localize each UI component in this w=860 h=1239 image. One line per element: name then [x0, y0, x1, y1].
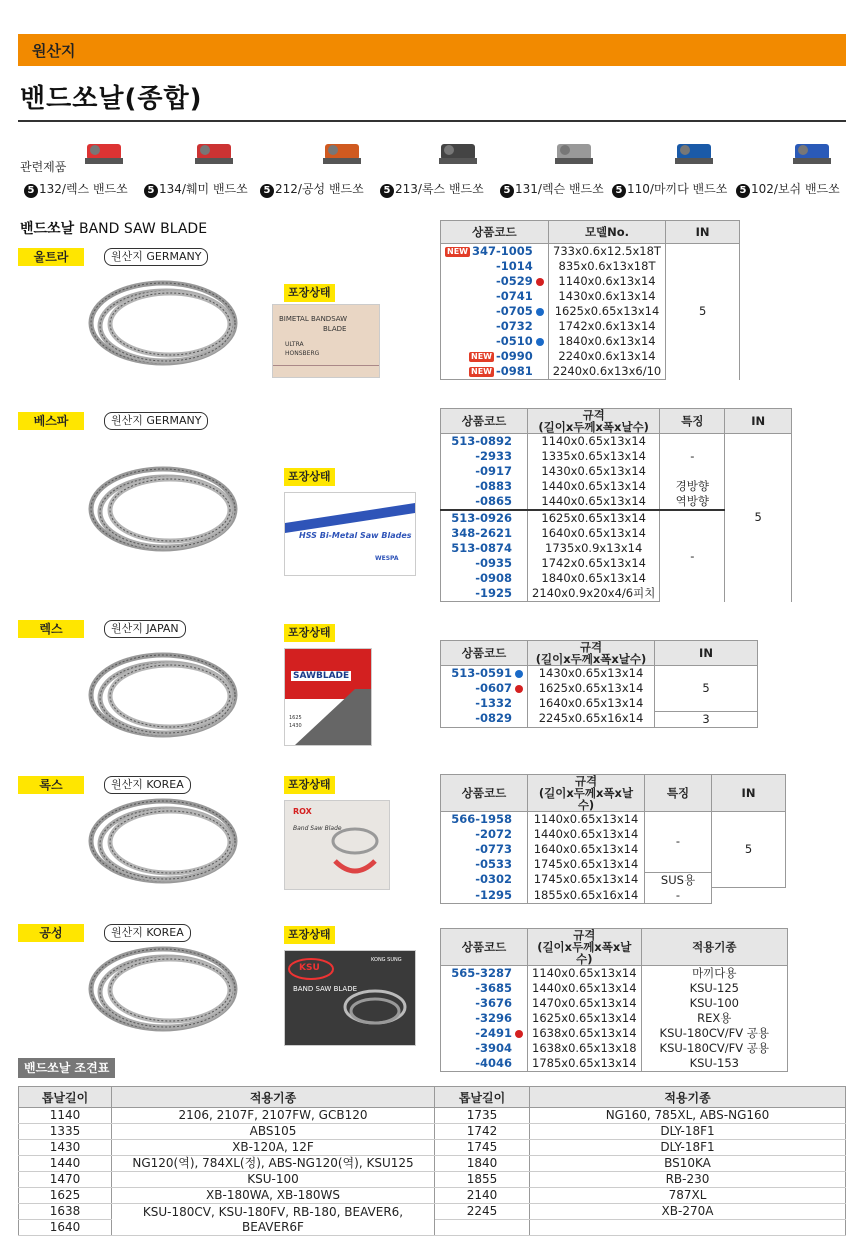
product-code-cell [441, 711, 528, 727]
product-code: -0935 [475, 556, 512, 570]
product-code: -1332 [475, 696, 512, 710]
category-bar [18, 34, 846, 66]
product-code: -2491 [475, 1026, 512, 1040]
product-code: -0705 [496, 304, 533, 318]
product-code: -1925 [475, 586, 512, 600]
table-row: 348-2621 1640x0.65x13x14 [441, 526, 792, 541]
pack-label-wespa: 포장상태 [284, 468, 335, 486]
blade-length: 1855 [435, 1172, 530, 1188]
applicable-model: XB-120A, 12F [112, 1140, 435, 1156]
applicable-model: KSU-180CV, KSU-180FV, RB-180, BEAVER6, BEAVER6F [112, 1204, 435, 1236]
blue-dot-icon [515, 670, 523, 678]
product-code: -0741 [496, 289, 533, 303]
product-code-cell [441, 857, 528, 872]
product-code-cell [441, 1041, 528, 1056]
table-row: NEW -0981 2240x0.6x13x6/10 [441, 364, 740, 380]
product-code: -0773 [475, 842, 512, 856]
catalog-number-icon: 5 [24, 184, 38, 198]
pack-image-kongsung: KSU BAND SAW BLADE KONG SUNG [284, 950, 416, 1046]
product-code-cell [441, 434, 528, 450]
table-row: -2491 1638x0.65x13x14 KSU-180CV/FV 공용 [441, 1026, 788, 1041]
in-quantity: 5 [725, 434, 792, 602]
product-code: -1295 [475, 887, 512, 902]
blade-length [435, 1220, 530, 1236]
table-row: -0607 1625x0.65x13x14 [441, 681, 758, 696]
product-code: -0865 [475, 494, 512, 508]
table-row: 513-0591 1430x0.65x13x14 5 [441, 666, 758, 682]
blade-length: 2140 [435, 1188, 530, 1204]
brand-wespa: 베스파 [18, 412, 84, 430]
blade-coil-rex [88, 650, 248, 746]
red-dot-icon [515, 1030, 523, 1038]
product-code: 513-0892 [451, 434, 512, 448]
table-row [19, 1204, 846, 1220]
table-rex [440, 640, 758, 728]
pack-label-ultra: 포장상태 [284, 284, 335, 302]
table-row: -1014 835x0.6x13x18T [441, 259, 740, 274]
blade-length: 1430 [19, 1140, 112, 1156]
product-code-cell [441, 304, 549, 319]
table-row: -0865 1440x0.65x13x14 역방향 [441, 494, 792, 510]
blade-length: 2245 [435, 1204, 530, 1220]
in-quantity: 5 [655, 666, 758, 712]
related-label: 관련제품 [20, 160, 67, 174]
applicable-model [530, 1220, 846, 1236]
related-product-icon [789, 130, 835, 168]
product-code-cell [441, 349, 549, 364]
product-code-cell [441, 827, 528, 842]
product-code: -3296 [475, 1011, 512, 1025]
related-product-icon [551, 130, 597, 168]
table-row: -0732 1742x0.6x13x14 [441, 319, 740, 334]
table-row: 513-0892 1140x0.65x13x14 - 5 [441, 434, 792, 450]
product-code: 348-2621 [451, 526, 512, 540]
related-product-icon [319, 130, 365, 168]
table-row: -1925 2140x0.9x20x4/6피치 [441, 586, 792, 602]
table-rox [440, 774, 786, 904]
applicable-model: KSU-180CV/FV 공용 [641, 1026, 787, 1041]
product-code: 566-1958 [451, 812, 512, 826]
conditions-label: 밴드쏘날 조견표 [18, 1058, 115, 1078]
pack-label-kongsung: 포장상태 [284, 926, 335, 944]
table-header: 상품코드 규격 (길이x두께x폭x날수) 특징 IN [441, 775, 786, 812]
table-row [19, 1156, 846, 1172]
pack-image-wespa: WESPA HSS Bi-Metal Saw Blades WESPA [284, 492, 416, 576]
related-product-icon [191, 130, 237, 168]
product-code: -0302 [475, 872, 512, 887]
table-kongsung [440, 928, 788, 1072]
table-row: NEW 347-1005 733x0.6x12.5x18T 5 [441, 244, 740, 260]
pack-image-rox: ROX Band Saw Blade [284, 800, 390, 890]
related-product-link[interactable]: 5 131/렉슨 밴드쏘 [500, 180, 604, 198]
related-product-link[interactable]: 5 134/훼미 밴드쏘 [144, 180, 248, 198]
product-code-cell [441, 541, 528, 556]
applicable-model: 2106, 2107F, 2107FW, GCB120 [112, 1108, 435, 1124]
table-row: 513-0874 1735x0.9x13x14 [441, 541, 792, 556]
related-product-link[interactable]: 5 213/록스 밴드쏘 [380, 180, 484, 198]
product-code-cell [441, 319, 549, 334]
category-label: 원산지 [32, 42, 76, 60]
blade-length: 1742 [435, 1124, 530, 1140]
table-header: 상품코드 규격 (길이x두께x폭x날수) 적용기종 [441, 929, 788, 966]
table-row: 566-1958 1140x0.65x13x14 - 5 [441, 812, 786, 828]
origin-rox: 원산지 KOREA [104, 776, 191, 794]
product-code-cell [441, 289, 549, 304]
applicable-model: BS10KA [530, 1156, 846, 1172]
pack-image-rex: SAWBLADE 1625 1430 [284, 648, 372, 746]
product-code: -0529 [496, 274, 533, 288]
product-code-cell [441, 966, 528, 982]
blade-length: 1470 [19, 1172, 112, 1188]
product-code: -0510 [496, 334, 533, 348]
product-code: -0883 [475, 479, 512, 493]
table-row: -3685 1440x0.65x13x14 KSU-125 [441, 981, 788, 996]
table-row: -0773 1640x0.65x13x14 [441, 842, 786, 857]
table-header: 상품코드 모델No. IN [441, 221, 740, 244]
in-quantity: 5 [666, 244, 740, 380]
table-row: -0705 1625x0.65x13x14 [441, 304, 740, 319]
product-code-cell [441, 494, 528, 510]
product-code: -0533 [475, 857, 512, 871]
product-code-cell [441, 696, 528, 711]
blade-length: 1638 [19, 1204, 112, 1220]
pack-label-rex: 포장상태 [284, 624, 335, 642]
product-code: 513-0591 [451, 666, 512, 680]
applicable-model: 787XL [530, 1188, 846, 1204]
table-row: -0883 1440x0.65x13x14 경방향 [441, 479, 792, 494]
applicable-model: RB-230 [530, 1172, 846, 1188]
product-code-cell [441, 888, 528, 904]
origin-wespa: 원산지 GERMANY [104, 412, 208, 430]
table-row: -0302 1745x0.65x13x14 SUS용 [441, 872, 786, 888]
product-code-cell [441, 464, 528, 479]
related-product-icon [81, 130, 127, 168]
product-code-cell [441, 812, 528, 828]
table-row: -0510 1840x0.6x13x14 [441, 334, 740, 349]
product-code-cell [441, 1056, 528, 1072]
new-badge: NEW [471, 351, 492, 361]
table-row: -0908 1840x0.65x13x14 [441, 571, 792, 586]
red-dot-icon [536, 278, 544, 286]
in-quantity: 3 [655, 711, 758, 727]
product-code-cell [441, 996, 528, 1011]
product-code-cell [441, 666, 528, 682]
catalog-number-icon: 5 [736, 184, 750, 198]
red-dot-icon [515, 685, 523, 693]
table-wespa [440, 408, 792, 602]
related-product-link[interactable]: 5 132/렉스 밴드쏘 [24, 180, 128, 198]
table-header: 톱날길이 적용기종 톱날길이 적용기종 [19, 1087, 846, 1108]
product-code-cell [441, 1011, 528, 1026]
product-code: -3685 [475, 981, 512, 995]
conditions-table [18, 1086, 846, 1236]
pack-label-rox: 포장상태 [284, 776, 335, 794]
table-row [19, 1108, 846, 1124]
applicable-model: REX용 [641, 1011, 787, 1026]
product-code: -3904 [475, 1041, 512, 1055]
table-header: 상품코드 규격 (길이x두께x폭x날수) 특징 IN [441, 409, 792, 434]
product-code-cell [441, 259, 549, 274]
table-row [19, 1140, 846, 1156]
product-code: -0981 [496, 364, 533, 378]
product-code-cell [441, 364, 549, 380]
blade-length: 1735 [435, 1108, 530, 1124]
table-row: -3676 1470x0.65x13x14 KSU-100 [441, 996, 788, 1011]
product-code-cell [441, 449, 528, 464]
in-quantity: 5 [712, 812, 786, 888]
table-row: -0741 1430x0.6x13x14 [441, 289, 740, 304]
table-row: -0829 2245x0.65x16x14 3 [441, 711, 758, 727]
table-ultra [440, 220, 740, 380]
brand-rex: 렉스 [18, 620, 84, 638]
applicable-model: KSU-100 [112, 1172, 435, 1188]
new-badge: NEW [471, 366, 492, 376]
brand-ultra: 울트라 [18, 248, 84, 266]
product-code: -0908 [475, 571, 512, 585]
applicable-model: ABS105 [112, 1124, 435, 1140]
blade-length: 1625 [19, 1188, 112, 1204]
catalog-number-icon: 5 [612, 184, 626, 198]
section-title-ko: 밴드쏘날 [20, 221, 75, 237]
product-code-cell [441, 981, 528, 996]
applicable-model: KSU-125 [641, 981, 787, 996]
product-code: -0990 [496, 349, 533, 363]
table-row: -0935 1742x0.65x13x14 [441, 556, 792, 571]
section-title-en: BAND SAW BLADE [78, 221, 208, 237]
table-row: -0529 1140x0.6x13x14 [441, 274, 740, 289]
page-title: 밴드쏘날(종합) [20, 84, 203, 114]
product-code: -0829 [475, 711, 512, 726]
product-code: 513-0926 [451, 511, 512, 525]
catalog-number-icon: 5 [500, 184, 514, 198]
product-code-cell [441, 510, 528, 526]
table-row: -2072 1440x0.65x13x14 [441, 827, 786, 842]
pack-image-ultra: BIMETAL BANDSAW BLADE ULTRA HONSBERG [272, 304, 380, 378]
table-row: -1295 1855x0.65x16x14 - [441, 888, 786, 904]
product-code: 513-0874 [451, 541, 512, 555]
table-row: -0917 1430x0.65x13x14 [441, 464, 792, 479]
blue-dot-icon [536, 308, 544, 316]
table-row [19, 1172, 846, 1188]
product-code-cell [441, 586, 528, 602]
related-product-link[interactable]: 5 102/보쉬 밴드쏘 [736, 180, 840, 198]
origin-kongsung: 원산지 KOREA [104, 924, 191, 942]
related-product-link[interactable]: 5 212/공성 밴드쏘 [260, 180, 364, 198]
brand-rox: 록스 [18, 776, 84, 794]
blade-coil-kongsung [88, 944, 248, 1042]
product-code-cell [441, 681, 528, 696]
table-row: -4046 1785x0.65x13x14 KSU-153 [441, 1056, 788, 1072]
blade-length: 1745 [435, 1140, 530, 1156]
product-code: -2933 [475, 449, 512, 463]
blade-coil-ultra [88, 278, 248, 370]
origin-rex: 원산지 JAPAN [104, 620, 186, 638]
product-code: 565-3287 [451, 966, 512, 980]
blade-length: 1440 [19, 1156, 112, 1172]
applicable-model: XB-180WA, XB-180WS [112, 1188, 435, 1204]
applicable-model: DLY-18F1 [530, 1140, 846, 1156]
applicable-model: NG160, 785XL, ABS-NG160 [530, 1108, 846, 1124]
catalog-number-icon: 5 [144, 184, 158, 198]
table-header: 상품코드 규격 (길이x두께x폭x날수) IN [441, 641, 758, 666]
product-code-cell [441, 556, 528, 571]
related-product-icon [671, 130, 717, 168]
table-row: -3296 1625x0.65x13x14 REX용 [441, 1011, 788, 1026]
table-row: NEW -0990 2240x0.6x13x14 [441, 349, 740, 364]
related-product-link[interactable]: 5 110/마끼다 밴드쏘 [612, 180, 727, 198]
table-row: -0533 1745x0.65x13x14 [441, 857, 786, 872]
applicable-model: KSU-100 [641, 996, 787, 1011]
table-row: -1332 1640x0.65x13x14 [441, 696, 758, 711]
product-code: -0607 [475, 681, 512, 695]
product-code: -1014 [496, 259, 533, 273]
applicable-model: XB-270A [530, 1204, 846, 1220]
product-code-cell [441, 244, 549, 260]
product-code-cell [441, 571, 528, 586]
catalog-number-icon: 5 [380, 184, 394, 198]
blade-coil-wespa [88, 464, 248, 562]
blade-coil-rox [88, 796, 248, 894]
origin-ultra: 원산지 GERMANY [104, 248, 208, 266]
title-divider [18, 120, 846, 122]
related-product-icon [435, 130, 481, 168]
new-badge: NEW [447, 246, 468, 256]
blue-dot-icon [536, 338, 544, 346]
blade-length: 1840 [435, 1156, 530, 1172]
product-code: -3676 [475, 996, 512, 1010]
blade-length: 1335 [19, 1124, 112, 1140]
product-code: 347-1005 [471, 244, 533, 258]
table-row [19, 1188, 846, 1204]
product-code-cell [441, 1026, 528, 1041]
product-code: -4046 [475, 1056, 512, 1070]
applicable-model: DLY-18F1 [530, 1124, 846, 1140]
product-code-cell [441, 842, 528, 857]
product-code-cell [441, 274, 549, 289]
blade-length: 1640 [19, 1220, 112, 1236]
product-code: -0732 [496, 319, 533, 333]
catalog-number-icon: 5 [260, 184, 274, 198]
product-code-cell [441, 479, 528, 494]
blade-length: 1140 [19, 1108, 112, 1124]
applicable-model: 마끼다용 [641, 966, 787, 982]
product-code-cell [441, 526, 528, 541]
product-code: -0917 [475, 464, 512, 478]
table-row [19, 1124, 846, 1140]
product-code: -2072 [475, 827, 512, 841]
table-row: -3904 1638x0.65x13x18 KSU-180CV/FV 공용 [441, 1041, 788, 1056]
applicable-model: KSU-153 [641, 1056, 787, 1072]
product-code-cell [441, 334, 549, 349]
product-code-cell [441, 872, 528, 888]
applicable-model: NG120(역), 784XL(정), ABS-NG120(역), KSU125 [112, 1156, 435, 1172]
table-row: 565-3287 1140x0.65x13x14 마끼다용 [441, 966, 788, 982]
applicable-model: KSU-180CV/FV 공용 [641, 1041, 787, 1056]
table-row: 513-0926 1625x0.65x13x14 - [441, 510, 792, 526]
brand-kongsung: 공성 [18, 924, 84, 942]
section-title [20, 218, 207, 238]
table-row: -2933 1335x0.65x13x14 [441, 449, 792, 464]
